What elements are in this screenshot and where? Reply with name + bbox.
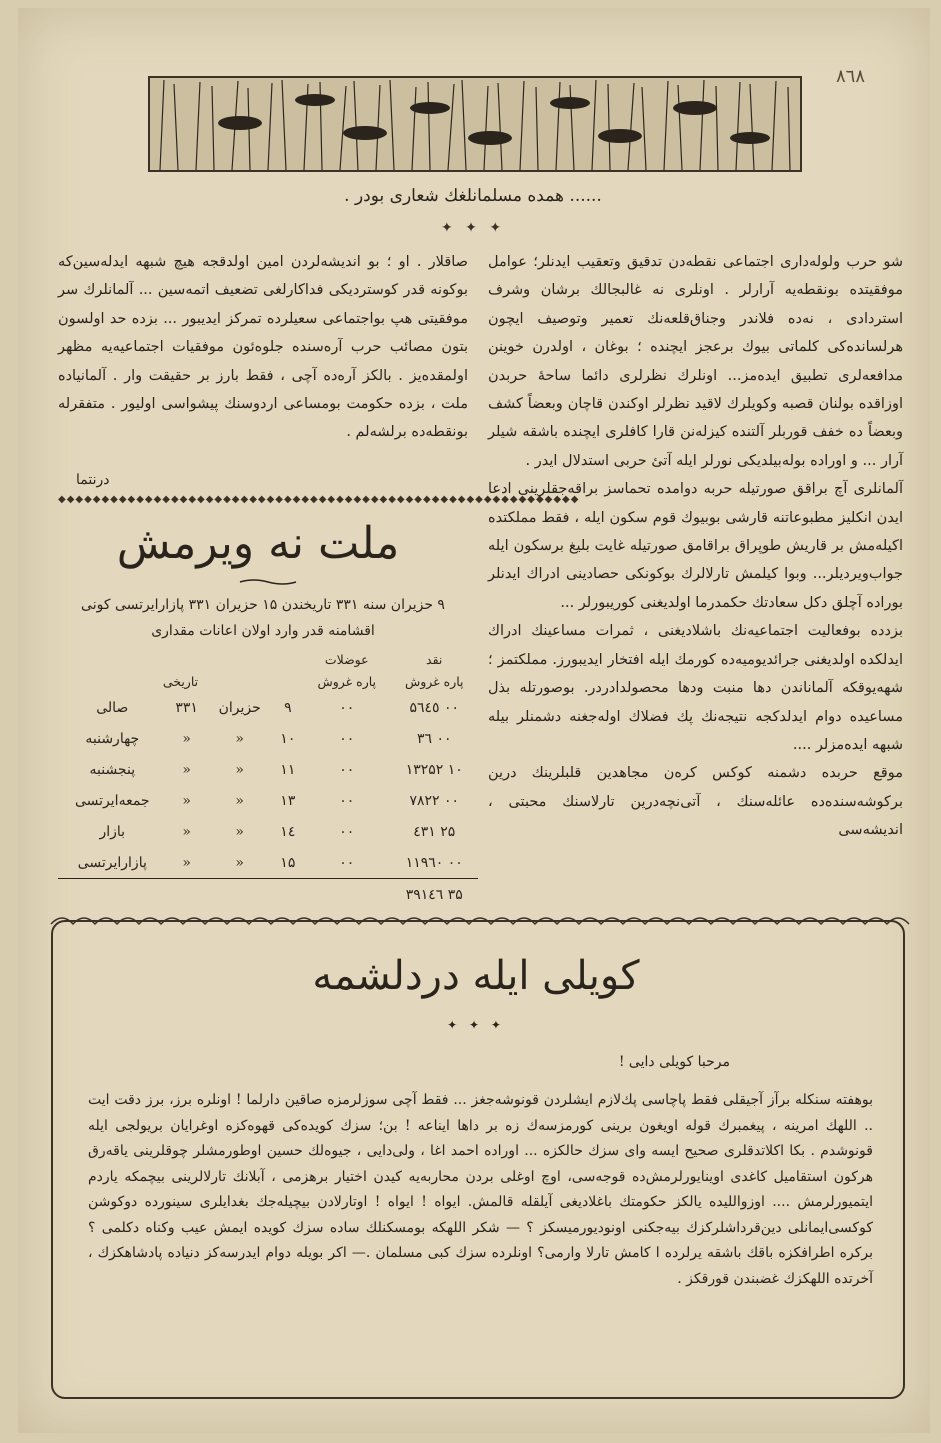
header-cash-unit: پاره غروش [404,673,464,689]
article-right-column [488,248,903,845]
article-paragraph: آلمانلری آچ براقق صورتیله حربه دوامده تحماسز براقه‌جقلرینی ادعا ایدن انکلیز مطبوعاتنه قارشی بوبیوك قوم سکون ایله ، فقط مملکتده اکیلەمش بر قاریش طوپراق براقامق صورتیله غایت بلیغ برسکون ایله جواب‌ویردیلر... وبوا کیلمش تارلالرك بوکونکی حصادینی ادراك ایدنلر بوراده آچلق دکل سعادتك حکمدرما اولدیغنی کوریبورلر ... [488,481,903,611]
fish-reeds-engraving [150,78,800,170]
article-signature: درنتما [76,472,110,488]
masthead-illustration [148,76,802,172]
cell-goods: ۰۰ [339,792,355,809]
article-paragraph: موقع حربده دشمنه کوکس کرەن مجاهدین قلبلرینك درین برکوشەسنده‌ده عائله‌سنك ، آتی‌نچه‌درین تارلاسنك محبتی ، اندیشەسی [488,765,903,839]
cell-goods: ۰۰ [339,730,355,747]
donations-title: ملت نه ویرمش [116,518,400,569]
table-unit-header [58,670,478,692]
cell-year: « [182,792,191,809]
header-goods-unit: پاره غروش [317,673,377,689]
cell-weekday: پازارایرتسی [77,854,147,871]
donations-table [58,648,478,910]
table-group-header [58,648,478,670]
subtitle-line: ۹ حزیران سنه ۳۳۱ تاریخندن ۱۵ حزیران ۳۳۱ پازارایرتسی کونی [81,597,445,613]
cell-cash: ۰۰ ۱۱۹٦۰ [405,854,463,871]
page-number: ٨٦٨ [836,66,866,87]
cell-weekday: صالی [96,699,129,716]
cell-month: حزیران [218,699,261,716]
cell-day: ۱۰ [280,730,296,747]
cell-goods: ۰۰ [339,854,355,871]
table-row [58,816,478,847]
newspaper-page [18,8,930,1433]
dialogue-title: کویلی ایله دردلشمه [312,953,640,999]
cell-goods: ۰۰ [339,761,355,778]
cell-year: « [182,854,191,871]
cell-year: « [182,761,191,778]
cell-cash: ۲۵ ٤۳۱ [413,823,456,840]
table-total-row [58,879,478,911]
table-row [58,785,478,816]
cell-cash: ۰۰ ۵٦٤٥ [409,699,460,716]
cell-year: « [182,730,191,747]
cell-month: « [235,730,244,747]
header-goods: عوضلات [324,651,369,667]
article-paragraph: صاقلار . او ؛ بو اندیشەلردن امین اولدقجه هیچ شبهه ایدلەسین‌که بوکونه قدر کوستردیکی فداکارلغی تضعیف اتمه‌سین ... آلمانلرك سر موفقیتی هپ بواجتماعی سعیلرده تمرکز ایدیبور ... بزده حد اولسون بتون مصائب حرب آرەسنده جلوه‌ئون موفقیات اجتماعیه‌یه مظهر اولمقده‌یز . بالکز آرەده آچی ، فقط بارز بر حقیقت وار . آلمانیاده ملت ، بزده حکومت بومساعی اردوسنك پیشواسی اولیور . متفقرله بونقطەده برلشەلم . [58,254,468,441]
dialogue-greeting: مرحبا کویلی دایی ! [618,1054,730,1070]
cell-cash: ۰۰ ۷۸۲۲ [409,792,460,809]
cell-weekday: بازار [99,823,126,840]
cell-day: ۱۵ [280,854,296,871]
subtitle-line: اقشامنه قدر وارد اولان اعانات مقداری [151,623,375,639]
dotted-divider: ◆◆◆◆◆◆◆◆◆◆◆◆◆◆◆◆◆◆◆◆◆◆◆◆◆◆◆◆◆◆◆◆◆◆◆◆◆◆◆◆◆◆◆◆◆◆◆◆◆◆◆◆◆◆◆◆◆◆◆◆ [58,494,580,505]
cell-month: « [235,854,244,871]
cell-weekday: پنجشنبه [89,761,136,778]
table-row [58,754,478,785]
table-row [58,723,478,754]
cell-weekday: چهارشنبه [85,730,140,747]
section-separator-stars: ✦ ✦ ✦ [440,220,506,236]
cell-year: ۳۳۱ [175,699,198,716]
cell-cash: ۰۰ ۳٦ [416,730,452,747]
article-left-column [58,248,468,447]
motto-line: ...... همده مسلمانلغك شعاری بودر . [344,186,602,206]
cell-goods: ۰۰ [339,699,355,716]
cell-goods: ۰۰ [339,823,355,840]
cell-year: « [182,823,191,840]
title-flourish [238,578,298,586]
cell-day: ۹ [284,699,292,716]
header-date: تاریخی [162,673,199,689]
cell-month: « [235,823,244,840]
article-paragraph: بزدده بوفعالیت اجتماعیەنك باشلادیغنی ، ثمرات مساعینك ادراك ایدلکده اولدیغنی جرائدیومیەده کورمك ایله افتخار ایدیبورز. مملکتمز ؛ شهه‌یوقکه آلماناندن‌ دها منبت ودها محصولدادردر. بوصورتله بذل مساعیده دوام ایدلدکجه نتیجەنك پك فضلاك اوله‌جغنه دشمنلر بیله شبهه ایدەمزلر .... [488,623,903,753]
cell-month: « [235,792,244,809]
dialogue-stars: ✦ ✦ ✦ [447,1018,505,1032]
cell-weekday: جمعه‌ایرتسی [75,792,150,809]
table-row [58,847,478,879]
cell-month: « [235,761,244,778]
article-paragraph: شو حرب ولولەداری اجتماعی نقطەدن تدقیق وتعقیب ایدنلر؛ عوامل موفقیتده بونقطەیه آرارلر . اونلری نه غالبجالك برشان وشرف استردادی ، نەده فلاندر وجناق‌قلعەنك تعمیر وتوصیف ایچون هرلساندەکی کلماتی بیوك برعجز ایچنده ؛ بوغان ، اولدرن خوینن مدافعەلری تطبیق ایدەمز... اونلرك نظرلری دائما ساحهٔ حربدن اوزاقده بولنان قصبه وکویلرك لاقید نظرلر اوکندن قاچان وبعضاً کشف وبعضاً ده خفف قوربلر آلتنده کیزله‌نن قارا کافلری ایچنده باشقه شیلر آرار ... و اوراده بولەبیلدیکی نورلر ایله آتیٔ حربی استدلال ایدر . [488,254,903,469]
cell-day: ۱۳ [280,792,296,809]
cell-day: ۱۱ [280,761,296,778]
header-cash: نقد [426,651,443,667]
total-cash: ۳۵ ۳۹۱٤٦ [390,879,478,911]
dialogue-paragraph: بوهفته سنکله برآز آجیقلی فقط پاچاسی پك‌لازم ایشلردن قونوشه‌جغز ... فقط آچی سوزلرمزه صاقین دارلما ! اونلره برز، برز دقت ایت .. اللهك امرینه ، پیغمبرك قوله اویغون برینی کورمزسەك زه بر داها ایناعه ! بن؛ سزك کویده‌کی قهوه‌کزه اوغرایان بریولجی ایله قونوشدم . بکا اکلاتدقلری صحیح ایسه وای سزك حالکزه ... اوراده احمد اغا ، ولی‌دایی ، جیوه‌لك حسین اوطورمشلر چوقلرینی یاقەرق هرکون استقامیل کاغدی اوینایورلرمش‌ده قوجەسی، اوچ اوغلی بردن محاربه‌یه کیدن اختیار برهزمی ، آبلانك تارلالرینی بیچمکه یاردم ایتمیورلرمش .... اوزواللیده یالکز حکومتك باغلادیغی آیلقله قالمش. ایواه ! ایواه ! اوتارلادن بیچیله‌جك بغدایلری سینورده دوکوشن کوکسی‌ایمانلی دین‌قرداشلرکزك بیه‌جکنی اونودیورمیسکز ؟ — شکر اللهکه بومسکنلك ساده سزك کویده ایمش عیب وکناه دکلمی ؟ برکره اطرافکزه باقك باشقه یرلرده ا کامش تارلا وارمی؟ اونلرده سزك کبی مسلمان .— اکر بویله دوام ایدرسه‌کز دنیاده پادشاهکزك ، آخرتده اللهکزك غضبندن قورقکز . [88,1092,873,1287]
cell-cash: ۱۰ ۱۳۲۵۲ [405,761,463,778]
donations-subtitle [58,592,468,644]
cell-day: ۱٤ [280,823,296,840]
table-row [58,692,478,723]
dialogue-body [88,1088,873,1292]
